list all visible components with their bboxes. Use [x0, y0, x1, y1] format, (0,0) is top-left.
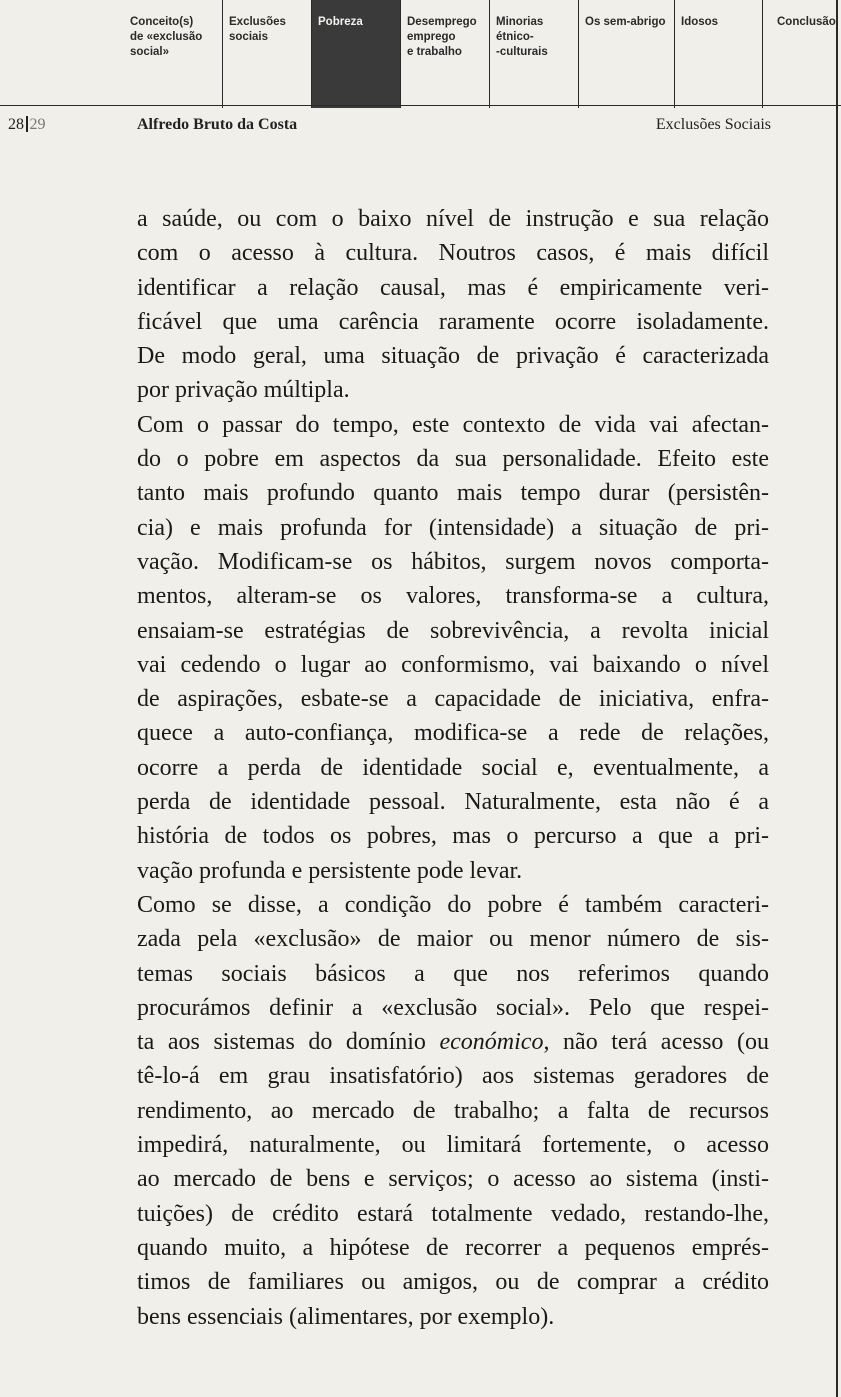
text-line: ensaiam-se estratégias de sobrevivência, a revolta inicial — [137, 617, 769, 644]
tab-label-line: sociais — [229, 31, 268, 43]
text-line: história de todos os pobres, mas o percurso a que a pri- — [137, 823, 769, 850]
tab-minorias-etnico-culturais[interactable] — [489, 0, 578, 108]
text-line: cia) e mais profunda for (intensidade) a situação de pri- — [137, 514, 769, 541]
text-line: vação profunda e persistente pode levar. — [137, 857, 523, 884]
text-line: De modo geral, uma situação de privação é caracterizada — [137, 343, 769, 370]
text-line: zada pela «exclusão» de maior ou menor número de sis- — [137, 926, 769, 953]
text-line: ao mercado de bens e serviços; o acesso ao sistema (insti- — [137, 1166, 769, 1193]
tab-label-line: étnico- — [496, 31, 534, 43]
page-number-left: 28 — [8, 116, 24, 133]
running-head-title: Exclusões Sociais — [655, 116, 771, 133]
text-line: mentos, alteram-se os valores, transforma-se a cultura, — [137, 583, 769, 610]
tab-label-line: Desemprego — [407, 16, 477, 28]
text-line — [137, 1025, 769, 1059]
text-line: com o acesso à cultura. Noutros casos, é mais difícil — [137, 240, 769, 267]
text-line: perda de identidade pessoal. Naturalmente, esta não é a — [137, 789, 769, 816]
page-numbers — [8, 116, 46, 134]
tab-label-line: Idosos — [681, 16, 719, 28]
body-text — [137, 202, 769, 1334]
tab-conclusao[interactable] — [762, 0, 841, 108]
text-line: ficável que uma carência raramente ocorre isoladamente. — [137, 308, 769, 335]
tab-label-line: Pobreza — [318, 16, 363, 28]
tab-label-line: e trabalho — [407, 46, 462, 58]
text-line: timos de familiares ou amigos, ou de comprar a crédito — [137, 1269, 769, 1296]
page-edge-rule — [836, 0, 838, 1397]
text-line: bens essenciais (alimentares, por exemplo). — [137, 1303, 555, 1330]
page-number-separator — [26, 116, 28, 132]
tab-label-line: emprego — [407, 31, 456, 43]
text-line: a saúde, ou com o baixo nível de instrução e sua relação — [137, 206, 769, 232]
text-line: temas sociais básicos a que nos referimos quando — [137, 960, 769, 987]
tab-label-line: Conclusão — [777, 16, 836, 28]
text-line: ocorre a perda de identidade social e, eventualmente, a — [137, 754, 769, 781]
tab-label-line: social» — [130, 46, 169, 58]
text-line: quando muito, a hipótese de recorrer a pequenos emprés- — [137, 1234, 769, 1261]
tab-sem-abrigo[interactable] — [578, 0, 674, 108]
tab-pobreza[interactable] — [311, 0, 400, 108]
tab-label-line: -culturais — [496, 46, 548, 58]
tab-idosos[interactable] — [674, 0, 762, 108]
tab-label-line: Os sem-abrigo — [585, 16, 666, 28]
tab-desemprego-emprego-trabalho[interactable] — [400, 0, 489, 108]
tab-label-line: Exclusões — [229, 16, 286, 28]
text-line: do o pobre em aspectos da sua personalidade. Efeito este — [137, 446, 769, 473]
text-line: tanto mais profundo quanto mais tempo durar (persistên- — [137, 480, 769, 507]
tab-exclusoes-sociais[interactable] — [222, 0, 311, 108]
text-line: quece a auto-confiança, modifica-se a rede de relações, — [137, 720, 769, 747]
text-line: tuições) de crédito estará totalmente vedado, restando-lhe, — [137, 1200, 769, 1227]
italic-term: económico — [439, 1029, 544, 1056]
running-head-author: Alfredo Bruto da Costa — [137, 116, 298, 133]
page-number-right: 29 — [29, 116, 46, 133]
tab-conceito-exclusao-social[interactable] — [0, 0, 222, 108]
text-line: vai cedendo o lugar ao conformismo, vai baixando o nível — [137, 651, 769, 678]
text-line: vação. Modificam-se os hábitos, surgem novos comporta- — [137, 548, 769, 575]
text-run: , não terá acesso (ou — [543, 1029, 769, 1056]
section-tab-bar — [0, 0, 841, 108]
text-line: procurámos definir a «exclusão social». Pelo que respei- — [137, 994, 769, 1021]
text-line: por privação múltipla. — [137, 377, 350, 404]
text-line: Com o passar do tempo, este contexto de vida vai afectan- — [137, 411, 769, 438]
tab-label-line: Conceito(s) — [130, 16, 194, 28]
text-line: de aspirações, esbate-se a capacidade de iniciativa, enfra- — [137, 686, 769, 713]
text-line: identificar a relação causal, mas é empiricamente veri- — [137, 274, 769, 301]
text-line: Como se disse, a condição do pobre é também caracteri- — [137, 891, 769, 918]
text-line: tê-lo-á em grau insatisfatório) aos sistemas geradores de — [137, 1063, 769, 1090]
text-line: impedirá, naturalmente, ou limitará fortemente, o acesso — [137, 1132, 769, 1159]
text-line: rendimento, ao mercado de trabalho; a falta de recursos — [137, 1097, 769, 1124]
tab-bar-divider — [0, 105, 841, 106]
tab-label-line: de «exclusão — [130, 31, 203, 43]
text-run: ta aos sistemas do domínio — [137, 1029, 440, 1056]
tab-label-line: Minorias — [496, 16, 544, 28]
